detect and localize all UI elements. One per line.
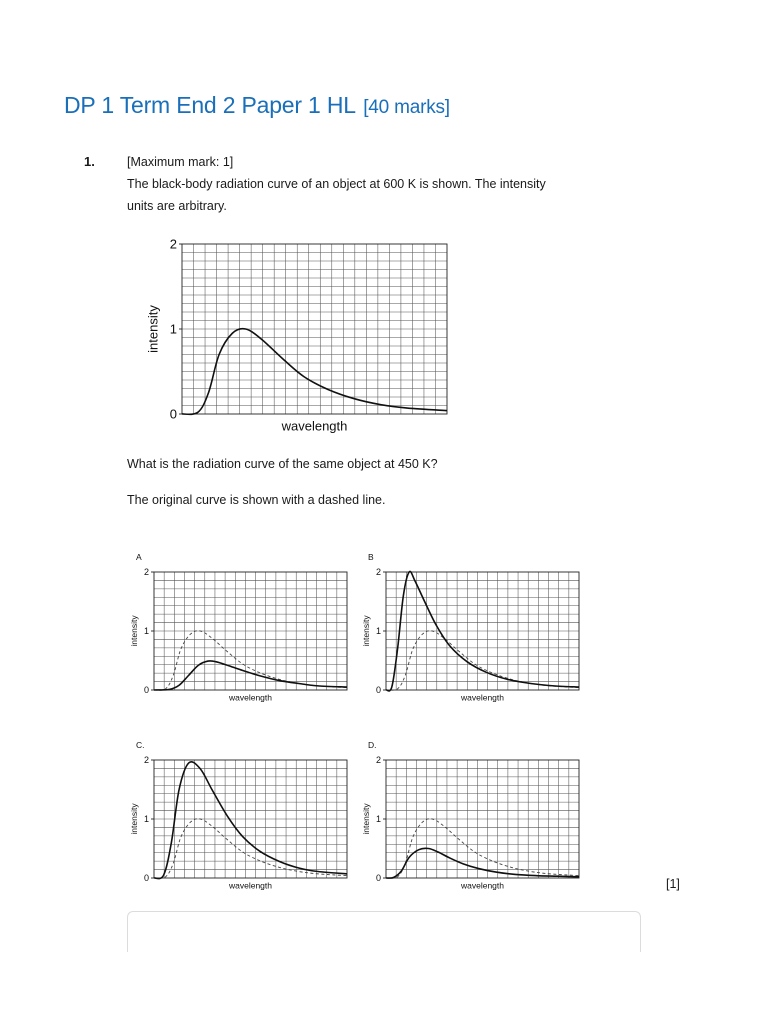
question-stem-line-2: units are arbitrary.: [127, 199, 227, 213]
y-tick-label: 0: [169, 406, 177, 422]
y-tick-label: 2: [143, 567, 149, 578]
option-label: D.: [368, 740, 377, 750]
main-chart: [140, 232, 460, 442]
option-c-chart[interactable]: [128, 736, 353, 898]
y-tick-label: 0: [375, 873, 381, 884]
y-tick-label: 0: [375, 685, 381, 696]
chart-grid: [386, 572, 579, 690]
page-title: [64, 92, 450, 119]
question-max-mark: [Maximum mark: 1]: [127, 155, 234, 169]
x-axis-label: wavelength: [228, 880, 273, 891]
chart-grid: [386, 760, 579, 878]
y-axis-label: intensity: [360, 803, 371, 835]
total-marks: [40 marks]: [363, 97, 450, 118]
question-note: The original curve is shown with a dashed line.: [127, 493, 386, 507]
y-axis-label: intensity: [128, 803, 139, 835]
question-marks: [1]: [666, 877, 680, 891]
option-a-chart[interactable]: [128, 548, 353, 710]
y-tick-label: 1: [375, 626, 381, 637]
question-prompt: What is the radiation curve of the same object at 450 K?: [127, 457, 438, 471]
question-stem-line-1: The black-body radiation curve of an object at 600 K is shown. The intensity: [127, 177, 546, 191]
x-axis-label: wavelength: [228, 692, 273, 703]
paper-title-text: DP 1 Term End 2 Paper 1 HL: [64, 92, 355, 118]
y-tick-label: 1: [143, 626, 149, 637]
y-tick-label: 2: [169, 236, 177, 252]
question-number: 1.: [84, 154, 95, 169]
option-label: C.: [136, 740, 145, 750]
answer-box[interactable]: [127, 911, 641, 952]
y-tick-label: 1: [169, 321, 177, 337]
option-d-chart[interactable]: [360, 736, 585, 898]
y-axis-label: intensity: [145, 305, 161, 353]
y-tick-label: 1: [143, 814, 149, 825]
option-label: A: [136, 552, 142, 562]
y-tick-label: 1: [375, 814, 381, 825]
chart-grid: [154, 760, 347, 878]
option-b-chart[interactable]: [360, 548, 585, 710]
x-axis-label: wavelength: [281, 418, 348, 434]
y-tick-label: 2: [143, 755, 149, 766]
y-tick-label: 0: [143, 685, 149, 696]
y-tick-label: 2: [375, 755, 381, 766]
radiation-curve: [154, 661, 347, 690]
x-axis-label: wavelength: [460, 692, 505, 703]
x-axis-label: wavelength: [460, 880, 505, 891]
chart-grid: [182, 244, 447, 414]
option-label: B: [368, 552, 374, 562]
y-axis-label: intensity: [128, 615, 139, 647]
y-tick-label: 0: [143, 873, 149, 884]
y-axis-label: intensity: [360, 615, 371, 647]
y-tick-label: 2: [375, 567, 381, 578]
